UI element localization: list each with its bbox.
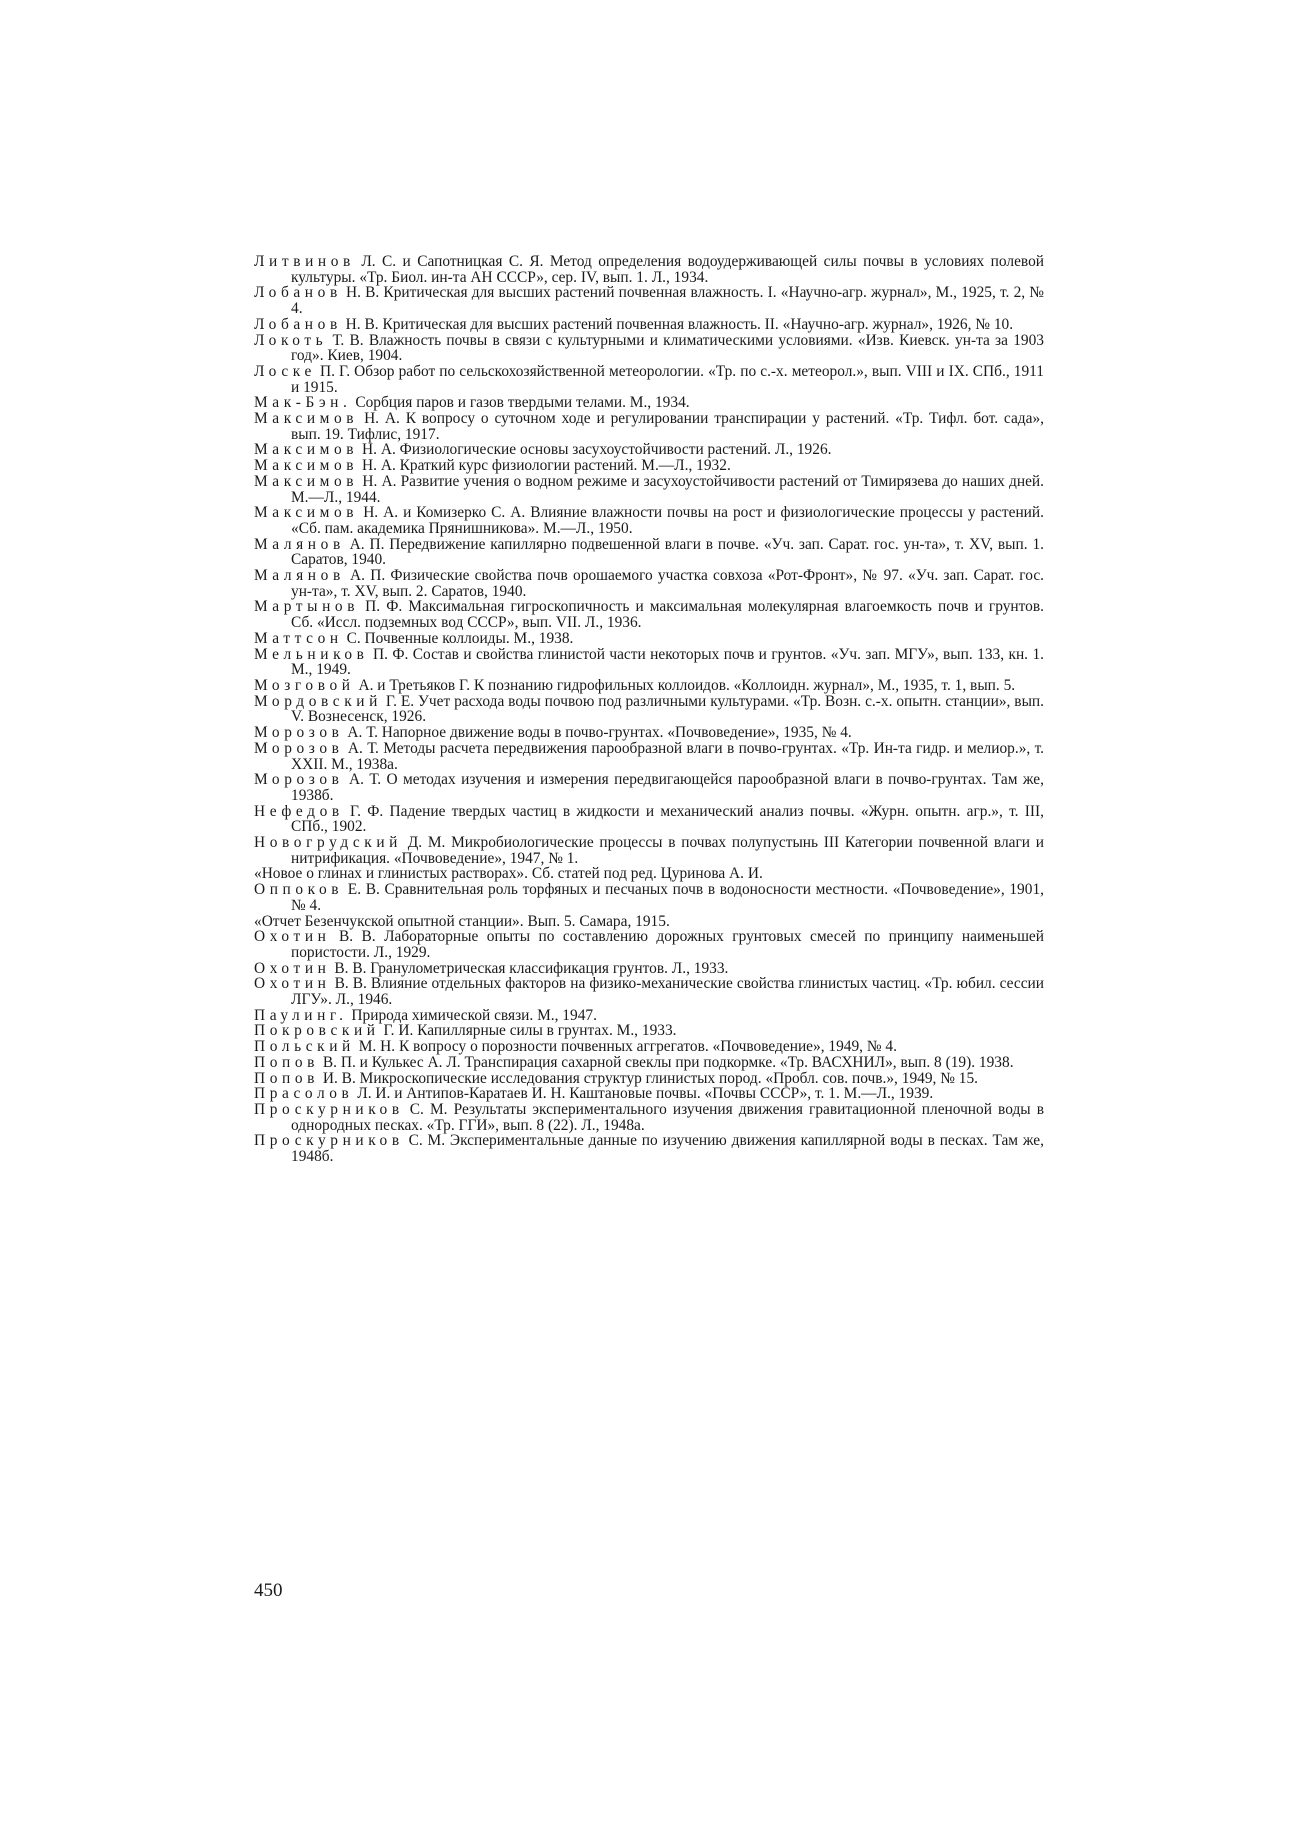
reference-text: Л. И. и Антипов-Каратаев И. Н. Каштановые почвы. «Почвы СССР», т. 1. М.—Л., 1939. bbox=[357, 1085, 934, 1103]
reference-author: Лоске bbox=[254, 362, 316, 380]
reference-entry bbox=[254, 961, 1044, 977]
reference-author: Охотин bbox=[254, 959, 331, 977]
reference-entry bbox=[254, 1102, 1044, 1133]
reference-author: Покровский bbox=[254, 1022, 380, 1040]
reference-text: А. Т. Методы расчета передвижения парообразной влаги в почво-грунтах. «Тр. Ин-та гидр. и мелиор.», т. XXII. М., 1938а. bbox=[291, 739, 1044, 773]
reference-text: В. В. Лабораторные опыты по составлению дорожных грунтовых смесей по принципу наименьшей пористости. Л., 1929. bbox=[291, 928, 1044, 961]
reference-text: Н. А. Развитие учения о водном режиме и засухоустойчивости растений от Тимирязева до наших дней. М.—Л., 1944. bbox=[291, 472, 1044, 506]
reference-text: Г. Ф. Падение твердых частиц в жидкости и механический анализ почвы. «Журн. опытн. агр.», т. III, СПб., 1902. bbox=[291, 802, 1044, 836]
reference-author: Польский bbox=[254, 1038, 355, 1056]
reference-author: Мартынов bbox=[254, 598, 360, 616]
reference-entry bbox=[254, 442, 1044, 458]
reference-author: Малянов bbox=[254, 567, 345, 585]
reference-author: Мозговой bbox=[254, 676, 355, 694]
reference-entry bbox=[254, 631, 1044, 647]
reference-text: Г. И. Капиллярные силы в грунтах. М., 1933. bbox=[383, 1022, 677, 1040]
reference-entry bbox=[254, 804, 1044, 835]
reference-entry bbox=[254, 254, 1044, 285]
reference-text: П. Г. Обзор работ по сельскохозяйственной метеорологии. «Тр. по с.-х. метеорол.», вып. VIII и IX. СПб., 1911 и 1915. bbox=[291, 362, 1044, 396]
reference-entry bbox=[254, 364, 1044, 395]
reference-text: А. П. Передвижение капиллярно подвешенной влаги в почве. «Уч. зап. Сарат. гос. ун-та», т. XV, вып. 1. Саратов, 1940. bbox=[291, 535, 1044, 569]
reference-author: Морозов bbox=[254, 724, 344, 742]
reference-author: Проскурников bbox=[254, 1132, 404, 1150]
reference-entry bbox=[254, 285, 1044, 316]
reference-author: Морозов bbox=[254, 739, 344, 757]
reference-author: Попов bbox=[254, 1053, 320, 1071]
reference-author: Попов bbox=[254, 1069, 320, 1087]
reference-entry bbox=[254, 1133, 1044, 1164]
reference-author: Мордовский bbox=[254, 692, 382, 710]
reference-text: А. Т. О методах изучения и измерения передвигающейся парообразной влаги в почво-грунтах. Там же, 1938б. bbox=[291, 771, 1044, 804]
reference-entry bbox=[254, 1008, 1044, 1024]
reference-entry bbox=[254, 976, 1044, 1007]
reference-text: Т. В. Влажность почвы в связи с культурными и климатическими условиями. «Изв. Киевск. ун-та за 1903 год». Киев, 1904. bbox=[291, 331, 1044, 365]
reference-text: Г. Е. Учет расхода воды почвою под различными культурами. «Тр. Возн. с.-х. опытн. станции», вып. V. Вознесенск, 1926. bbox=[291, 692, 1044, 726]
reference-text: А. Т. Напорное движение воды в почво-грунтах. «Почвоведение», 1935, № 4. bbox=[347, 724, 852, 742]
reference-author: Прасолов bbox=[254, 1085, 354, 1103]
reference-text: М. Н. К вопросу о порозности почвенных аггрегатов. «Почвоведение», 1949, № 4. bbox=[358, 1038, 897, 1056]
reference-author: Максимов bbox=[254, 504, 359, 522]
reference-entry bbox=[254, 317, 1044, 333]
reference-author: Охотин bbox=[254, 928, 331, 946]
reference-entry bbox=[254, 1039, 1044, 1055]
reference-author: Локоть bbox=[254, 331, 328, 349]
reference-text: В. П. и Кулькес А. Л. Транспирация сахарной свеклы при подкормке. «Тр. ВАСХНИЛ», вып. 8 (19). 1938. bbox=[322, 1053, 1014, 1071]
reference-author: Максимов bbox=[254, 410, 359, 428]
reference-text: Н. А. и Комизерко С. А. Влияние влажности почвы на рост и физиологические процессы у растений. «Сб. пам. академика Прянишникова». М.—Л., 1950. bbox=[291, 504, 1044, 537]
bibliography-list bbox=[254, 254, 1044, 1165]
reference-author: Нефедов bbox=[254, 802, 344, 820]
reference-entry bbox=[254, 866, 1044, 882]
reference-text: И. В. Микроскопические исследования структур глинистых пород. «Пробл. сов. почв.», 1949, № 15. bbox=[322, 1069, 978, 1087]
reference-author: Новогрудский bbox=[254, 834, 403, 852]
reference-entry bbox=[254, 1055, 1044, 1071]
reference-entry bbox=[254, 647, 1044, 678]
reference-text: «Отчет Безенчукской опытной станции». Вып. 5. Самара, 1915. bbox=[254, 912, 670, 930]
reference-text: В. В. Влияние отдельных факторов на физико-механические свойства глинистых частиц. «Тр. юбил. сессии ЛГУ». Л., 1946. bbox=[291, 975, 1044, 1009]
reference-text: Н. А. К вопросу о суточном ходе и регулировании транспирации у растений. «Тр. Тифл. бот. сада», вып. 19. Тифлис, 1917. bbox=[291, 410, 1044, 443]
reference-text: Н. В. Критическая для высших растений почвенная влажность. II. «Научно-агр. журнал», 1926, № 10. bbox=[345, 315, 1014, 333]
reference-entry bbox=[254, 741, 1044, 772]
reference-text: В. В. Гранулометрическая классификация грунтов. Л., 1933. bbox=[334, 959, 729, 977]
reference-entry bbox=[254, 395, 1044, 411]
reference-author: Морозов bbox=[254, 771, 344, 789]
reference-text: Н. А. Физиологические основы засухоустойчивости растений. Л., 1926. bbox=[362, 441, 832, 459]
reference-text: П. Ф. Максимальная гигроскопичность и максимальная молекулярная влагоемкость почв и грунтов. Сб. «Иссл. подземных вод СССР», вып. VII. Л., 1936. bbox=[291, 598, 1044, 632]
reference-entry bbox=[254, 929, 1044, 960]
reference-entry bbox=[254, 599, 1044, 630]
reference-entry bbox=[254, 772, 1044, 803]
reference-author: Паулинг. bbox=[254, 1006, 348, 1024]
reference-text: Сорбция паров и газов твердыми телами. М., 1934. bbox=[355, 394, 690, 412]
reference-entry bbox=[254, 474, 1044, 505]
reference-entry bbox=[254, 725, 1044, 741]
reference-entry bbox=[254, 1023, 1044, 1039]
reference-author: Мельников bbox=[254, 645, 369, 663]
reference-author: Максимов bbox=[254, 441, 359, 459]
reference-author: Маттсон bbox=[254, 629, 343, 647]
reference-text: Природа химической связи. М., 1947. bbox=[351, 1006, 597, 1024]
reference-text: А. П. Физические свойства почв орошаемого участка совхоза «Рот-Фронт», № 97. «Уч. зап. Сарат. гос. ун-та», т. XV, вып. 2. Саратов, 1940. bbox=[291, 567, 1044, 600]
reference-text: «Новое о глинах и глинистых растворах». Сб. статей под ред. Цуринова А. И. bbox=[254, 865, 763, 883]
reference-author: Максимов bbox=[254, 472, 359, 490]
reference-author: Проскурников bbox=[254, 1100, 404, 1118]
reference-text: Н. А. Краткий курс физиологии растений. М.—Л., 1932. bbox=[362, 457, 731, 475]
reference-entry bbox=[254, 914, 1044, 930]
reference-author: Лобанов bbox=[254, 315, 342, 333]
reference-author: Малянов bbox=[254, 535, 345, 553]
reference-author: Лобанов bbox=[254, 284, 342, 302]
reference-text: А. и Третьяков Г. К познанию гидрофильных коллоидов. «Коллоидн. журнал», М., 1935, т. 1, вып. 5. bbox=[358, 676, 1016, 694]
reference-entry bbox=[254, 882, 1044, 913]
reference-entry bbox=[254, 1071, 1044, 1087]
reference-author: Охотин bbox=[254, 975, 331, 993]
reference-text: С. Почвенные коллоиды. М., 1938. bbox=[346, 629, 574, 647]
reference-author: Литвинов bbox=[254, 253, 355, 270]
page-number: 450 bbox=[254, 1580, 283, 1601]
reference-text: Л. С. и Сапотницкая С. Я. Метод определения водоудерживающей силы почвы в условиях полевой культуры. «Тр. Биол. ин-та АН СССР», сер. IV, вып. 1. Л., 1934. bbox=[291, 253, 1044, 286]
reference-entry bbox=[254, 694, 1044, 725]
reference-entry bbox=[254, 458, 1044, 474]
reference-text: Д. М. Микробиологические процессы в почвах полупустынь III Категории почвенной влаги и нитрификация. «Почвоведение», 1947, № 1. bbox=[291, 834, 1044, 867]
reference-text: С. М. Результаты экспериментального изучения движения гравитационной пленочной воды в однородных песках. «Тр. ГГИ», вып. 8 (22). Л., 1948а. bbox=[291, 1100, 1044, 1134]
reference-entry bbox=[254, 537, 1044, 568]
reference-text: Н. В. Критическая для высших растений почвенная влажность. I. «Научно-агр. журнал», М., 1925, т. 2, № 4. bbox=[291, 284, 1044, 318]
reference-author: Максимов bbox=[254, 457, 359, 475]
reference-text: П. Ф. Состав и свойства глинистой части некоторых почв и грунтов. «Уч. зап. МГУ», вып. 133, кн. 1. М., 1949. bbox=[291, 645, 1044, 679]
reference-entry bbox=[254, 1086, 1044, 1102]
reference-text: Е. В. Сравнительная роль торфяных и песчаных почв в водоносности местности. «Почвоведение», 1901, № 4. bbox=[291, 881, 1044, 914]
reference-entry bbox=[254, 568, 1044, 599]
reference-entry bbox=[254, 411, 1044, 442]
reference-text: С. М. Экспериментальные данные по изучению движения капиллярной воды в песках. Там же, 1948б. bbox=[291, 1132, 1044, 1166]
reference-author: Оппоков bbox=[254, 881, 344, 899]
reference-entry bbox=[254, 505, 1044, 536]
reference-entry bbox=[254, 678, 1044, 694]
reference-entry bbox=[254, 835, 1044, 866]
reference-entry bbox=[254, 333, 1044, 364]
reference-author: Мак-Бэн. bbox=[254, 394, 352, 412]
